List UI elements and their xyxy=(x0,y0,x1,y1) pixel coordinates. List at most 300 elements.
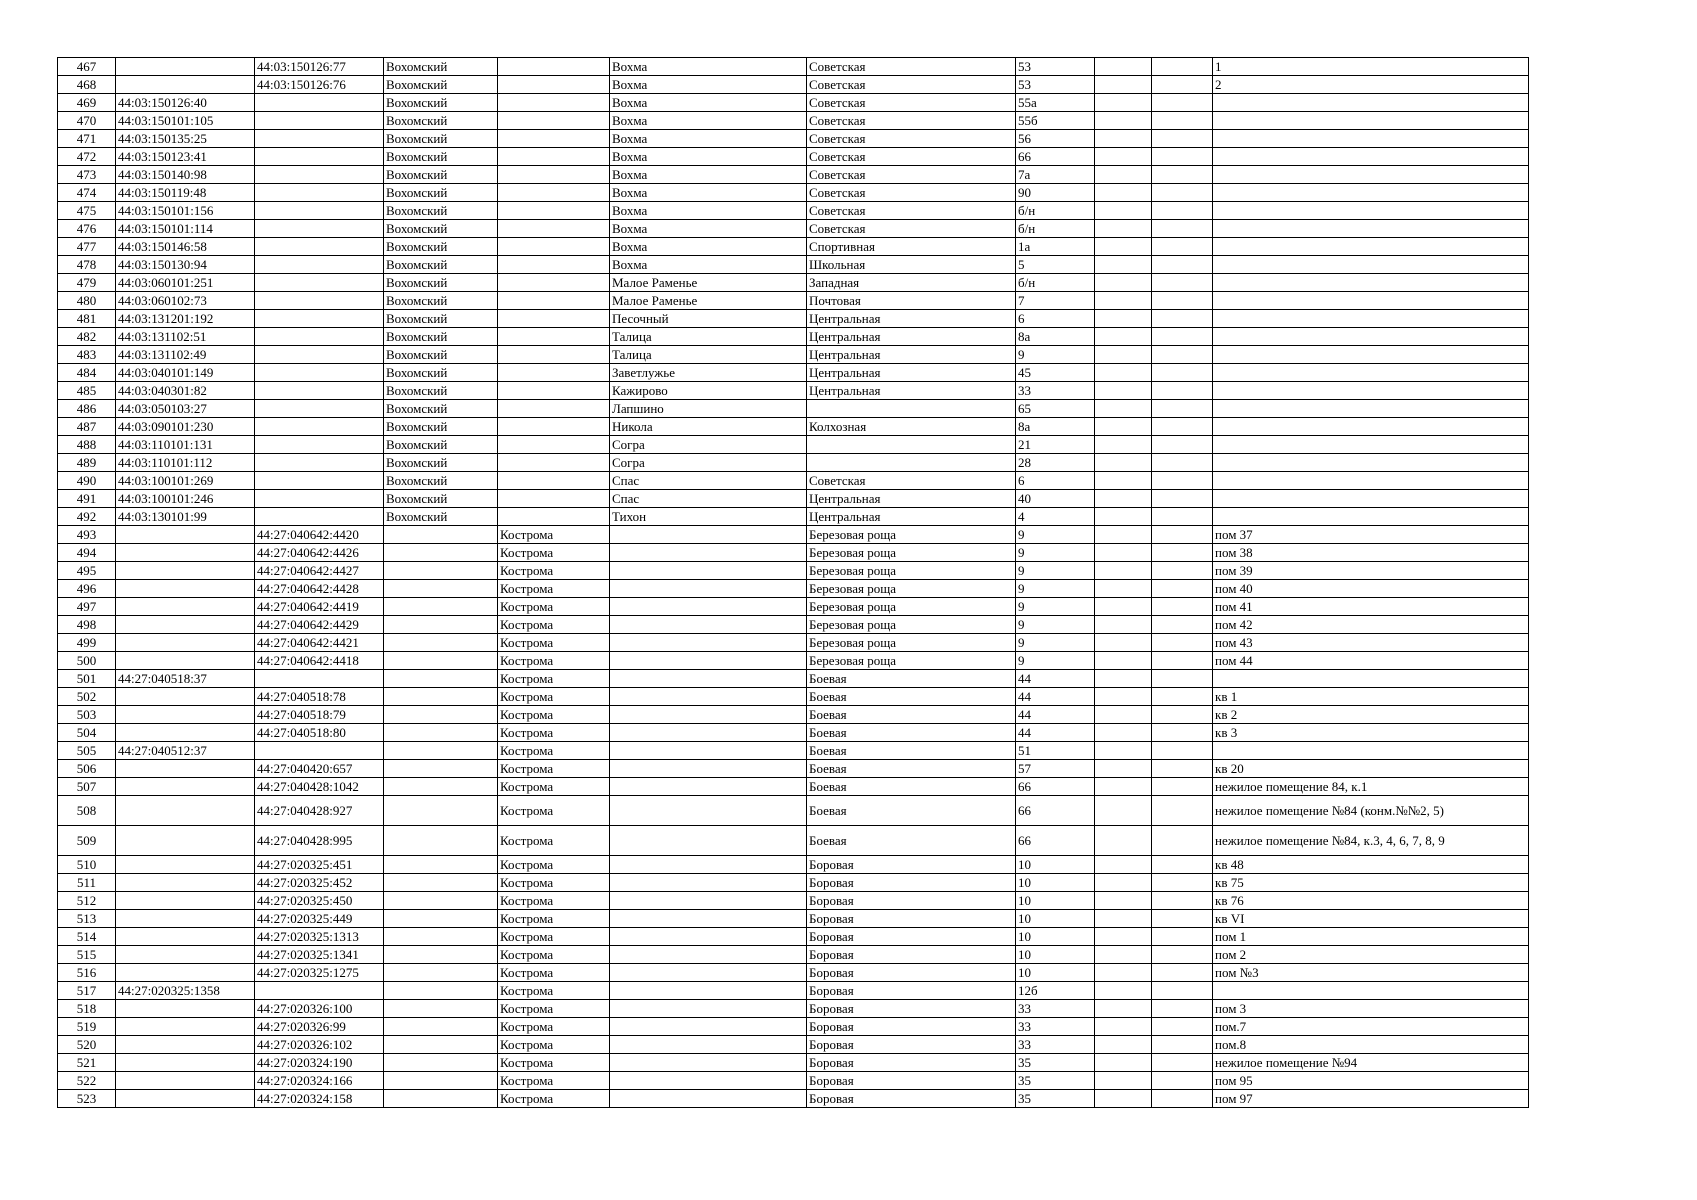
premises-cell xyxy=(1213,166,1529,184)
city-cell: Кострома xyxy=(498,796,610,826)
table-row xyxy=(58,796,1529,826)
city-cell: Кострома xyxy=(498,526,610,544)
district-cell xyxy=(384,856,498,874)
unit-cadastral-number-cell: 44:27:040642:4426 xyxy=(255,544,384,562)
cadastral-number-cell: 44:03:100101:246 xyxy=(116,490,255,508)
district-cell xyxy=(384,598,498,616)
table-row xyxy=(58,892,1529,910)
building-cell xyxy=(1095,946,1152,964)
table-row xyxy=(58,508,1529,526)
settlement-cell xyxy=(610,982,807,1000)
cadastral-number-cell: 44:03:150101:105 xyxy=(116,112,255,130)
premises-cell xyxy=(1213,742,1529,760)
table-row xyxy=(58,1018,1529,1036)
district-cell xyxy=(384,742,498,760)
cadastral-number-cell: 44:03:131201:192 xyxy=(116,310,255,328)
premises-cell xyxy=(1213,220,1529,238)
district-cell xyxy=(384,724,498,742)
street-cell: Спортивная xyxy=(807,238,1016,256)
settlement-cell: Талица xyxy=(610,346,807,364)
district-cell xyxy=(384,580,498,598)
structure-cell xyxy=(1152,166,1213,184)
street-cell: Боевая xyxy=(807,742,1016,760)
street-cell: Боровая xyxy=(807,982,1016,1000)
settlement-cell xyxy=(610,616,807,634)
settlement-cell: Вохма xyxy=(610,58,807,76)
settlement-cell: Вохма xyxy=(610,94,807,112)
district-cell xyxy=(384,826,498,856)
city-cell xyxy=(498,202,610,220)
district-cell: Вохомский xyxy=(384,238,498,256)
row-number-cell: 471 xyxy=(58,130,116,148)
house-number-cell: 53 xyxy=(1016,76,1095,94)
house-number-cell: 90 xyxy=(1016,184,1095,202)
unit-cadastral-number-cell xyxy=(255,202,384,220)
street-cell: Советская xyxy=(807,148,1016,166)
table-row xyxy=(58,1072,1529,1090)
district-cell: Вохомский xyxy=(384,274,498,292)
settlement-cell xyxy=(610,892,807,910)
settlement-cell xyxy=(610,796,807,826)
district-cell: Вохомский xyxy=(384,364,498,382)
street-cell: Боевая xyxy=(807,796,1016,826)
premises-cell: пом 44 xyxy=(1213,652,1529,670)
building-cell xyxy=(1095,472,1152,490)
unit-cadastral-number-cell: 44:27:020326:102 xyxy=(255,1036,384,1054)
unit-cadastral-number-cell: 44:27:040518:80 xyxy=(255,724,384,742)
structure-cell xyxy=(1152,76,1213,94)
row-number-cell: 481 xyxy=(58,310,116,328)
settlement-cell xyxy=(610,724,807,742)
structure-cell xyxy=(1152,382,1213,400)
city-cell xyxy=(498,184,610,202)
street-cell: Советская xyxy=(807,130,1016,148)
street-cell: Советская xyxy=(807,58,1016,76)
table-row xyxy=(58,202,1529,220)
premises-cell xyxy=(1213,130,1529,148)
house-number-cell: 10 xyxy=(1016,946,1095,964)
city-cell xyxy=(498,400,610,418)
row-number-cell: 507 xyxy=(58,778,116,796)
settlement-cell xyxy=(610,742,807,760)
premises-cell: пом.7 xyxy=(1213,1018,1529,1036)
building-cell xyxy=(1095,1036,1152,1054)
building-cell xyxy=(1095,910,1152,928)
building-cell xyxy=(1095,670,1152,688)
building-cell xyxy=(1095,796,1152,826)
house-number-cell: 5 xyxy=(1016,256,1095,274)
street-cell: Центральная xyxy=(807,508,1016,526)
city-cell xyxy=(498,382,610,400)
table-row xyxy=(58,562,1529,580)
row-number-cell: 510 xyxy=(58,856,116,874)
cadastral-number-cell xyxy=(116,928,255,946)
row-number-cell: 472 xyxy=(58,148,116,166)
table-row xyxy=(58,688,1529,706)
table-row xyxy=(58,130,1529,148)
settlement-cell xyxy=(610,580,807,598)
unit-cadastral-number-cell xyxy=(255,454,384,472)
house-number-cell: 66 xyxy=(1016,796,1095,826)
structure-cell xyxy=(1152,778,1213,796)
premises-cell xyxy=(1213,346,1529,364)
premises-cell: нежилое помещение 84, к.1 xyxy=(1213,778,1529,796)
cadastral-number-cell: 44:03:130101:99 xyxy=(116,508,255,526)
house-number-cell: 8а xyxy=(1016,418,1095,436)
district-cell: Вохомский xyxy=(384,148,498,166)
city-cell: Кострома xyxy=(498,652,610,670)
row-number-cell: 502 xyxy=(58,688,116,706)
premises-cell: кв 48 xyxy=(1213,856,1529,874)
cadastral-number-cell: 44:03:100101:269 xyxy=(116,472,255,490)
district-cell: Вохомский xyxy=(384,292,498,310)
house-number-cell: 4 xyxy=(1016,508,1095,526)
street-cell: Боровая xyxy=(807,1072,1016,1090)
row-number-cell: 498 xyxy=(58,616,116,634)
row-number-cell: 521 xyxy=(58,1054,116,1072)
settlement-cell: Талица xyxy=(610,328,807,346)
cadastral-number-cell xyxy=(116,1054,255,1072)
structure-cell xyxy=(1152,544,1213,562)
premises-cell: пом 37 xyxy=(1213,526,1529,544)
cadastral-number-cell: 44:03:090101:230 xyxy=(116,418,255,436)
street-cell: Боровая xyxy=(807,946,1016,964)
premises-cell: кв VI xyxy=(1213,910,1529,928)
cadastral-number-cell xyxy=(116,724,255,742)
cadastral-number-cell xyxy=(116,526,255,544)
premises-cell: кв 1 xyxy=(1213,688,1529,706)
cadastral-number-cell xyxy=(116,910,255,928)
premises-cell xyxy=(1213,256,1529,274)
structure-cell xyxy=(1152,112,1213,130)
house-number-cell: 66 xyxy=(1016,826,1095,856)
city-cell xyxy=(498,148,610,166)
district-cell xyxy=(384,526,498,544)
cadastral-number-cell xyxy=(116,688,255,706)
row-number-cell: 492 xyxy=(58,508,116,526)
premises-cell: пом.8 xyxy=(1213,1036,1529,1054)
building-cell xyxy=(1095,1054,1152,1072)
house-number-cell: 35 xyxy=(1016,1054,1095,1072)
building-cell xyxy=(1095,982,1152,1000)
structure-cell xyxy=(1152,1000,1213,1018)
district-cell xyxy=(384,760,498,778)
city-cell xyxy=(498,436,610,454)
house-number-cell: 53 xyxy=(1016,58,1095,76)
row-number-cell: 489 xyxy=(58,454,116,472)
unit-cadastral-number-cell: 44:27:040642:4427 xyxy=(255,562,384,580)
unit-cadastral-number-cell xyxy=(255,670,384,688)
district-cell xyxy=(384,562,498,580)
district-cell: Вохомский xyxy=(384,490,498,508)
building-cell xyxy=(1095,874,1152,892)
cadastral-number-cell: 44:03:150101:114 xyxy=(116,220,255,238)
unit-cadastral-number-cell: 44:27:020325:1275 xyxy=(255,964,384,982)
unit-cadastral-number-cell: 44:27:040642:4421 xyxy=(255,634,384,652)
city-cell: Кострома xyxy=(498,724,610,742)
city-cell: Кострома xyxy=(498,598,610,616)
city-cell xyxy=(498,256,610,274)
table-row xyxy=(58,58,1529,76)
building-cell xyxy=(1095,382,1152,400)
house-number-cell: 28 xyxy=(1016,454,1095,472)
building-cell xyxy=(1095,778,1152,796)
settlement-cell xyxy=(610,760,807,778)
house-number-cell: 40 xyxy=(1016,490,1095,508)
unit-cadastral-number-cell: 44:27:020324:166 xyxy=(255,1072,384,1090)
city-cell: Кострома xyxy=(498,688,610,706)
street-cell: Боровая xyxy=(807,856,1016,874)
unit-cadastral-number-cell xyxy=(255,220,384,238)
district-cell xyxy=(384,892,498,910)
cadastral-number-cell xyxy=(116,946,255,964)
district-cell xyxy=(384,652,498,670)
premises-cell xyxy=(1213,982,1529,1000)
city-cell: Кострома xyxy=(498,580,610,598)
street-cell: Боровая xyxy=(807,928,1016,946)
house-number-cell: 44 xyxy=(1016,688,1095,706)
structure-cell xyxy=(1152,616,1213,634)
premises-cell xyxy=(1213,490,1529,508)
city-cell: Кострома xyxy=(498,946,610,964)
structure-cell xyxy=(1152,1072,1213,1090)
settlement-cell xyxy=(610,598,807,616)
district-cell: Вохомский xyxy=(384,436,498,454)
building-cell xyxy=(1095,706,1152,724)
city-cell xyxy=(498,454,610,472)
premises-cell: нежилое помещение №84, к.3, 4, 6, 7, 8, 9 xyxy=(1213,826,1529,856)
cadastral-number-cell xyxy=(116,778,255,796)
premises-cell xyxy=(1213,508,1529,526)
structure-cell xyxy=(1152,652,1213,670)
cadastral-number-cell: 44:03:050103:27 xyxy=(116,400,255,418)
table-row xyxy=(58,982,1529,1000)
unit-cadastral-number-cell xyxy=(255,166,384,184)
row-number-cell: 487 xyxy=(58,418,116,436)
settlement-cell: Вохма xyxy=(610,112,807,130)
building-cell xyxy=(1095,508,1152,526)
cadastral-number-cell xyxy=(116,652,255,670)
settlement-cell: Вохма xyxy=(610,202,807,220)
unit-cadastral-number-cell: 44:27:020325:452 xyxy=(255,874,384,892)
building-cell xyxy=(1095,184,1152,202)
structure-cell xyxy=(1152,892,1213,910)
building-cell xyxy=(1095,238,1152,256)
district-cell xyxy=(384,928,498,946)
row-number-cell: 473 xyxy=(58,166,116,184)
structure-cell xyxy=(1152,184,1213,202)
building-cell xyxy=(1095,490,1152,508)
building-cell xyxy=(1095,94,1152,112)
street-cell: Боевая xyxy=(807,706,1016,724)
city-cell: Кострома xyxy=(498,856,610,874)
settlement-cell: Согра xyxy=(610,454,807,472)
structure-cell xyxy=(1152,400,1213,418)
cadastral-number-cell xyxy=(116,892,255,910)
settlement-cell: Вохма xyxy=(610,238,807,256)
building-cell xyxy=(1095,562,1152,580)
city-cell xyxy=(498,166,610,184)
premises-cell xyxy=(1213,328,1529,346)
building-cell xyxy=(1095,148,1152,166)
table-row xyxy=(58,706,1529,724)
district-cell xyxy=(384,544,498,562)
house-number-cell: б/н xyxy=(1016,274,1095,292)
table-row xyxy=(58,652,1529,670)
city-cell: Кострома xyxy=(498,982,610,1000)
city-cell xyxy=(498,238,610,256)
house-number-cell: 6 xyxy=(1016,310,1095,328)
unit-cadastral-number-cell: 44:27:020325:449 xyxy=(255,910,384,928)
structure-cell xyxy=(1152,220,1213,238)
house-number-cell: 33 xyxy=(1016,1018,1095,1036)
unit-cadastral-number-cell: 44:27:040642:4418 xyxy=(255,652,384,670)
row-number-cell: 476 xyxy=(58,220,116,238)
cadastral-number-cell: 44:03:150140:98 xyxy=(116,166,255,184)
unit-cadastral-number-cell: 44:27:040428:1042 xyxy=(255,778,384,796)
row-number-cell: 482 xyxy=(58,328,116,346)
settlement-cell: Вохма xyxy=(610,148,807,166)
premises-cell: нежилое помещение №94 xyxy=(1213,1054,1529,1072)
unit-cadastral-number-cell: 44:27:020325:450 xyxy=(255,892,384,910)
cadastral-number-cell: 44:03:060102:73 xyxy=(116,292,255,310)
cadastral-number-cell xyxy=(116,1018,255,1036)
row-number-cell: 475 xyxy=(58,202,116,220)
unit-cadastral-number-cell xyxy=(255,436,384,454)
premises-cell: кв 3 xyxy=(1213,724,1529,742)
street-cell: Березовая роща xyxy=(807,562,1016,580)
table-row xyxy=(58,544,1529,562)
cadastral-number-cell: 44:03:060101:251 xyxy=(116,274,255,292)
city-cell: Кострома xyxy=(498,1000,610,1018)
city-cell: Кострома xyxy=(498,544,610,562)
street-cell: Березовая роща xyxy=(807,598,1016,616)
house-number-cell: 21 xyxy=(1016,436,1095,454)
structure-cell xyxy=(1152,826,1213,856)
settlement-cell: Малое Раменье xyxy=(610,292,807,310)
unit-cadastral-number-cell xyxy=(255,94,384,112)
house-number-cell: 10 xyxy=(1016,928,1095,946)
district-cell xyxy=(384,910,498,928)
house-number-cell: 44 xyxy=(1016,724,1095,742)
row-number-cell: 516 xyxy=(58,964,116,982)
structure-cell xyxy=(1152,724,1213,742)
row-number-cell: 468 xyxy=(58,76,116,94)
street-cell: Боровая xyxy=(807,1090,1016,1108)
cadastral-number-cell: 44:03:040301:82 xyxy=(116,382,255,400)
street-cell: Советская xyxy=(807,166,1016,184)
building-cell xyxy=(1095,1090,1152,1108)
structure-cell xyxy=(1152,634,1213,652)
city-cell xyxy=(498,310,610,328)
city-cell xyxy=(498,364,610,382)
structure-cell xyxy=(1152,580,1213,598)
row-number-cell: 496 xyxy=(58,580,116,598)
street-cell: Боевая xyxy=(807,688,1016,706)
row-number-cell: 485 xyxy=(58,382,116,400)
row-number-cell: 518 xyxy=(58,1000,116,1018)
street-cell: Центральная xyxy=(807,346,1016,364)
row-number-cell: 490 xyxy=(58,472,116,490)
city-cell: Кострома xyxy=(498,1054,610,1072)
house-number-cell: 35 xyxy=(1016,1072,1095,1090)
table-row xyxy=(58,580,1529,598)
premises-cell: пом 2 xyxy=(1213,946,1529,964)
building-cell xyxy=(1095,400,1152,418)
table-row xyxy=(58,436,1529,454)
city-cell xyxy=(498,94,610,112)
district-cell xyxy=(384,1054,498,1072)
street-cell: Боевая xyxy=(807,724,1016,742)
city-cell: Кострома xyxy=(498,1072,610,1090)
unit-cadastral-number-cell: 44:27:040518:79 xyxy=(255,706,384,724)
settlement-cell: Малое Раменье xyxy=(610,274,807,292)
row-number-cell: 470 xyxy=(58,112,116,130)
row-number-cell: 505 xyxy=(58,742,116,760)
district-cell: Вохомский xyxy=(384,508,498,526)
settlement-cell xyxy=(610,706,807,724)
street-cell: Березовая роща xyxy=(807,580,1016,598)
street-cell: Березовая роща xyxy=(807,616,1016,634)
house-number-cell: 55б xyxy=(1016,112,1095,130)
house-number-cell: 45 xyxy=(1016,364,1095,382)
row-number-cell: 503 xyxy=(58,706,116,724)
structure-cell xyxy=(1152,964,1213,982)
district-cell xyxy=(384,964,498,982)
house-number-cell: 10 xyxy=(1016,892,1095,910)
cadastral-number-cell: 44:03:040101:149 xyxy=(116,364,255,382)
city-cell: Кострома xyxy=(498,1018,610,1036)
premises-cell: кв 20 xyxy=(1213,760,1529,778)
building-cell xyxy=(1095,76,1152,94)
city-cell: Кострома xyxy=(498,826,610,856)
structure-cell xyxy=(1152,760,1213,778)
structure-cell xyxy=(1152,346,1213,364)
structure-cell xyxy=(1152,946,1213,964)
house-number-cell: 6 xyxy=(1016,472,1095,490)
house-number-cell: 44 xyxy=(1016,670,1095,688)
street-cell: Боровая xyxy=(807,874,1016,892)
table-row xyxy=(58,928,1529,946)
house-number-cell: 9 xyxy=(1016,616,1095,634)
street-cell: Боровая xyxy=(807,1036,1016,1054)
building-cell xyxy=(1095,580,1152,598)
unit-cadastral-number-cell xyxy=(255,472,384,490)
table-row xyxy=(58,94,1529,112)
settlement-cell xyxy=(610,1090,807,1108)
settlement-cell xyxy=(610,652,807,670)
premises-cell: пом 43 xyxy=(1213,634,1529,652)
unit-cadastral-number-cell xyxy=(255,364,384,382)
city-cell: Кострома xyxy=(498,1036,610,1054)
table-row xyxy=(58,418,1529,436)
structure-cell xyxy=(1152,1018,1213,1036)
building-cell xyxy=(1095,634,1152,652)
house-number-cell: 9 xyxy=(1016,544,1095,562)
settlement-cell xyxy=(610,964,807,982)
settlement-cell xyxy=(610,544,807,562)
house-number-cell: 44 xyxy=(1016,706,1095,724)
row-number-cell: 520 xyxy=(58,1036,116,1054)
cadastral-number-cell xyxy=(116,1090,255,1108)
table-row xyxy=(58,526,1529,544)
structure-cell xyxy=(1152,472,1213,490)
unit-cadastral-number-cell xyxy=(255,400,384,418)
building-cell xyxy=(1095,760,1152,778)
row-number-cell: 491 xyxy=(58,490,116,508)
table-row xyxy=(58,760,1529,778)
premises-cell xyxy=(1213,436,1529,454)
